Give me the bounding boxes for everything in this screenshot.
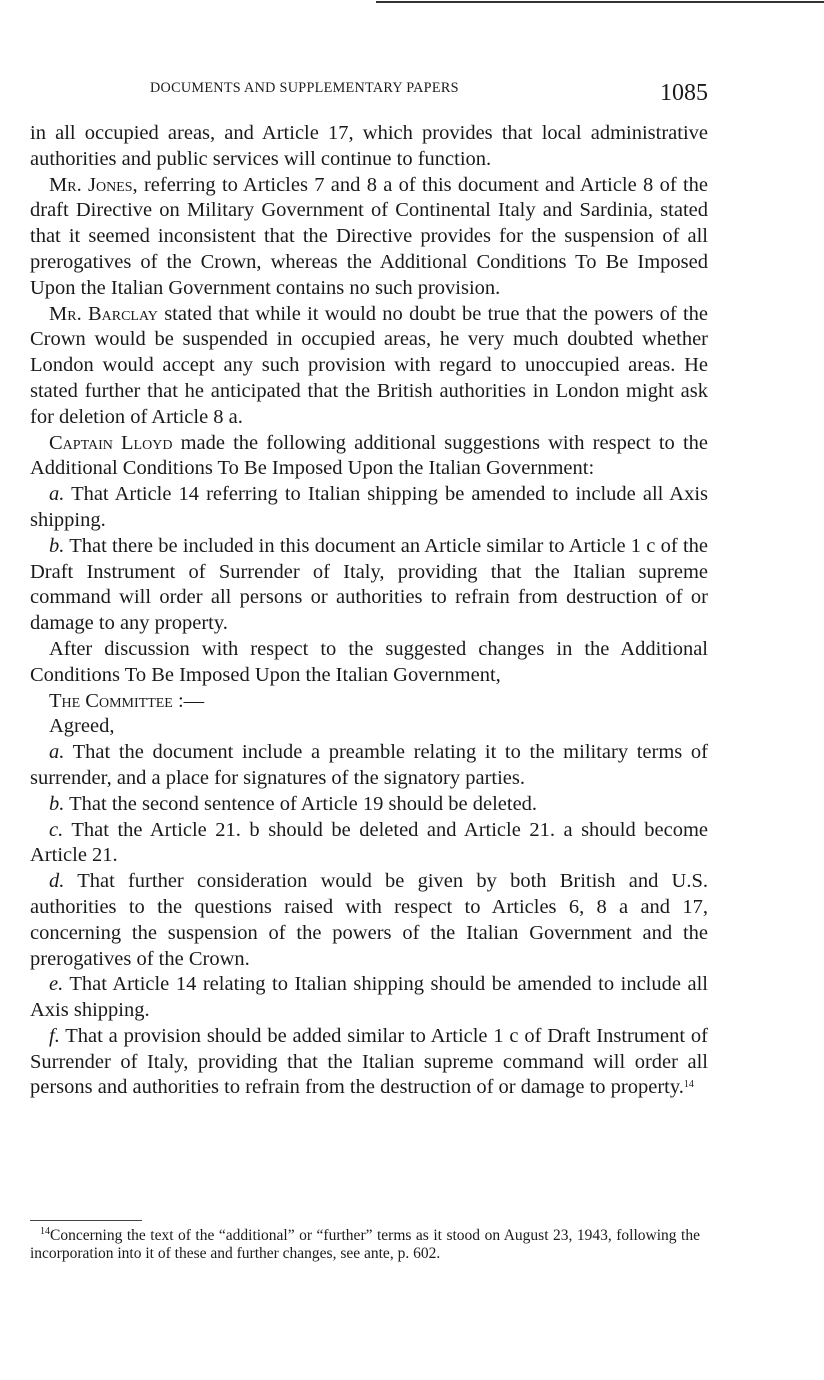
- page-number: 1085: [660, 80, 708, 106]
- paragraph-continuation: [30, 121, 708, 173]
- item-text: That Article 14 relating to Italian shipping should be amended to include all Axis shipping.: [30, 973, 708, 1022]
- footnote: [30, 1227, 700, 1262]
- top-rule: [376, 1, 824, 3]
- item-letter: b.: [49, 792, 65, 815]
- suggestion-a: [30, 482, 708, 534]
- paragraph-lloyd: [30, 431, 708, 483]
- item-letter: b.: [49, 534, 65, 557]
- resolution-d: [30, 869, 708, 972]
- page-header: [30, 76, 710, 106]
- committee-label: The Committee :—: [49, 689, 205, 712]
- item-text: That there be included in this document an Article similar to Article 1 c of the Draft Instrument of Surrender of Italy, providing that the Italian supreme command will order all persons or authorities to refrain from destruction of or damage to any property.: [30, 534, 708, 635]
- item-letter: d.: [49, 870, 65, 893]
- paragraph-text: in all occupied areas, and Article 17, which provides that local administrative authorities and public services will continue to function.: [30, 122, 708, 170]
- resolution-b: [30, 792, 708, 818]
- resolution-a: [30, 740, 708, 792]
- item-text: That the second sentence of Article 19 should be deleted.: [64, 792, 538, 815]
- footnote-rule: [30, 1220, 142, 1221]
- item-letter: a.: [49, 741, 65, 764]
- resolution-c: [30, 818, 708, 870]
- speaker-name: Mr. Barclay: [49, 302, 158, 325]
- footnote-reference[interactable]: 14: [683, 1079, 694, 1091]
- item-text: That a provision should be added similar to Article 1 c of Draft Instrument of Surrender of Italy, providing that the Italian supreme command will order all persons and authorities to refrain from the destruction of or damage to property.: [30, 1024, 708, 1099]
- item-letter: e.: [49, 973, 64, 996]
- item-letter: f.: [49, 1024, 60, 1047]
- item-text: That the document include a preamble relating it to the military terms of surrender, and a place for signatures of the signatory parties.: [30, 741, 708, 789]
- paragraph-text: made the following additional suggestions with respect to the Additional Conditions To Be Imposed Upon the Italian Government:: [30, 431, 708, 480]
- paragraph-text: After discussion with respect to the suggested changes in the Additional Conditions To Be Imposed Upon the Italian Government,: [30, 637, 708, 686]
- item-letter: c.: [49, 818, 64, 841]
- speaker-name: Captain Lloyd: [49, 431, 173, 454]
- item-letter: a.: [49, 483, 65, 506]
- page-body: [30, 121, 708, 1101]
- speaker-name: Mr. Jones: [49, 173, 133, 196]
- running-head: DOCUMENTS AND SUPPLEMENTARY PAPERS: [150, 80, 459, 96]
- item-text: That further consideration would be given by both British and U.S. authorities to the questions raised with respect to Articles 6, 8 a and 17, concerning the suspension of the powers of the Italian Government and the prerogatives of the Crown.: [30, 870, 708, 970]
- item-text: That Article 14 referring to Italian shipping be amended to include all Axis shipping.: [30, 483, 708, 531]
- resolution-e: [30, 972, 708, 1024]
- suggestion-b: [30, 534, 708, 637]
- item-text: That the Article 21. b should be deleted and Article 21. a should become Article 21.: [30, 818, 708, 867]
- footnote-marker: 14: [40, 1226, 50, 1237]
- agreed-heading: [30, 714, 708, 740]
- agreed-label: Agreed,: [49, 715, 115, 738]
- paragraph-discussion: [30, 637, 708, 689]
- paragraph-jones: [30, 173, 708, 302]
- paragraph-barclay: [30, 302, 708, 431]
- paragraph-text: stated that while it would no doubt be true that the powers of the Crown would be suspended in occupied areas, he very much doubted whether London would accept any such provision with regard to unoccupied areas. He stated further that he anticipated that the British authorities in London might ask for deletion of Article 8 a.: [30, 302, 708, 428]
- committee-heading: [30, 689, 708, 715]
- footnote-text: Concerning the text of the “additional” or “further” terms as it stood on August 23, 1943, following the incorporation into it of these and further changes, see ante, p. 602.: [30, 1227, 700, 1262]
- paragraph-text: , referring to Articles 7 and 8 a of this document and Article 8 of the draft Directive on Military Government of Continental Italy and Sardinia, stated that it seemed inconsistent that the Directive provides for the suspension of all prerogatives of the Crown, whereas the Additional Conditions To Be Imposed Upon the Italian Government contains no such provision.: [30, 173, 708, 299]
- resolution-f: [30, 1024, 708, 1101]
